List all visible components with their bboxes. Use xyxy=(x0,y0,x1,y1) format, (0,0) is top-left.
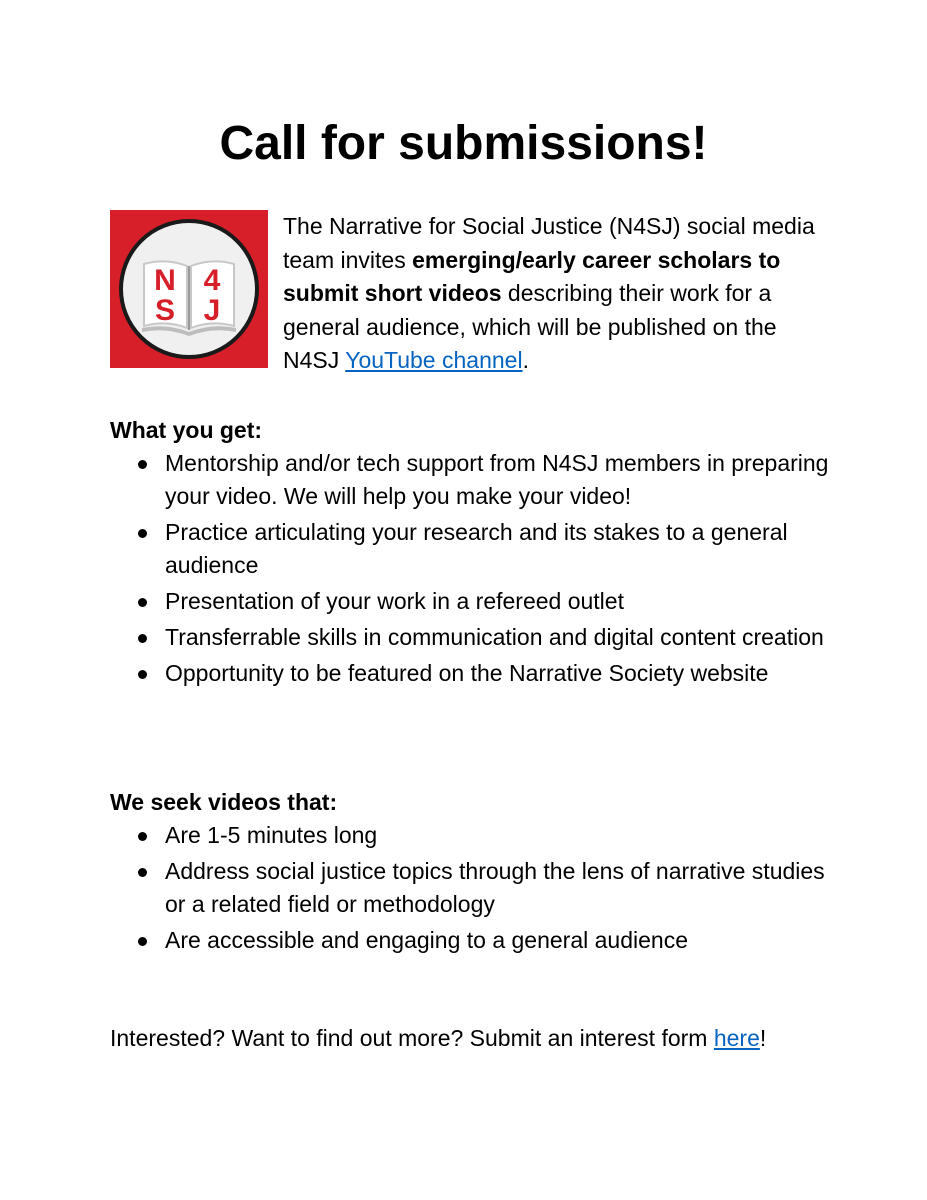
bullet-icon xyxy=(138,670,147,679)
closing-text: Interested? Want to find out more? Submit an interest form xyxy=(110,1025,714,1051)
bullet-icon xyxy=(138,832,147,841)
closing-paragraph xyxy=(110,1021,830,1055)
youtube-channel-link[interactable]: YouTube channel xyxy=(345,347,523,373)
list-item-text: Presentation of your work in a refereed outlet xyxy=(165,588,624,614)
list-item-text: Are accessible and engaging to a general audience xyxy=(165,927,688,953)
logo-letter-n: N xyxy=(154,264,176,297)
list-item-text: Address social justice topics through the lens of narrative studies or a related field or methodology xyxy=(165,858,825,917)
list-item-text: Practice articulating your research and its stakes to a general audience xyxy=(165,519,788,578)
n4sj-logo-icon xyxy=(110,210,268,368)
bullet-icon xyxy=(138,529,147,538)
list-item-text: Transferrable skills in communication and digital content creation xyxy=(165,624,824,650)
list-item xyxy=(110,924,830,957)
list-item xyxy=(110,516,830,582)
list-item xyxy=(110,447,830,513)
list-item-text: Opportunity to be featured on the Narrative Society website xyxy=(165,660,769,686)
interest-form-link[interactable]: here xyxy=(713,1025,760,1051)
closing-text-end: ! xyxy=(759,1025,767,1051)
list-item xyxy=(110,819,830,852)
logo-letter-j: J xyxy=(203,294,221,327)
list-item xyxy=(110,585,830,618)
logo-letter-s: S xyxy=(154,294,176,327)
list-item xyxy=(110,855,830,921)
we-seek-list xyxy=(110,819,830,960)
bullet-icon xyxy=(138,868,147,877)
bullet-icon xyxy=(138,460,147,469)
intro-text-continued: describing their work for a general audience, which will be published on the N4SJ xyxy=(283,280,777,373)
intro-text-end: . xyxy=(522,347,529,373)
bullet-icon xyxy=(138,634,147,643)
list-item xyxy=(110,621,830,654)
what-you-get-list xyxy=(110,447,830,693)
list-item-text: Mentorship and/or tech support from N4SJ members in preparing your video. We will help you make your video! xyxy=(165,450,829,509)
bullet-icon xyxy=(138,598,147,607)
intro-bold-text: emerging/early career scholars to submit short videos xyxy=(283,246,781,306)
list-item-text: Are 1-5 minutes long xyxy=(165,822,378,848)
intro-text: The Narrative for Social Justice (N4SJ) social media team invites xyxy=(283,213,815,273)
we-seek-heading: We seek videos that: xyxy=(110,789,338,815)
what-you-get-heading: What you get: xyxy=(110,417,263,443)
page-title: Call for submissions! xyxy=(219,117,708,170)
list-item xyxy=(110,657,830,690)
logo-letter-4: 4 xyxy=(203,264,221,297)
intro-paragraph xyxy=(283,210,828,378)
bullet-icon xyxy=(138,937,147,946)
